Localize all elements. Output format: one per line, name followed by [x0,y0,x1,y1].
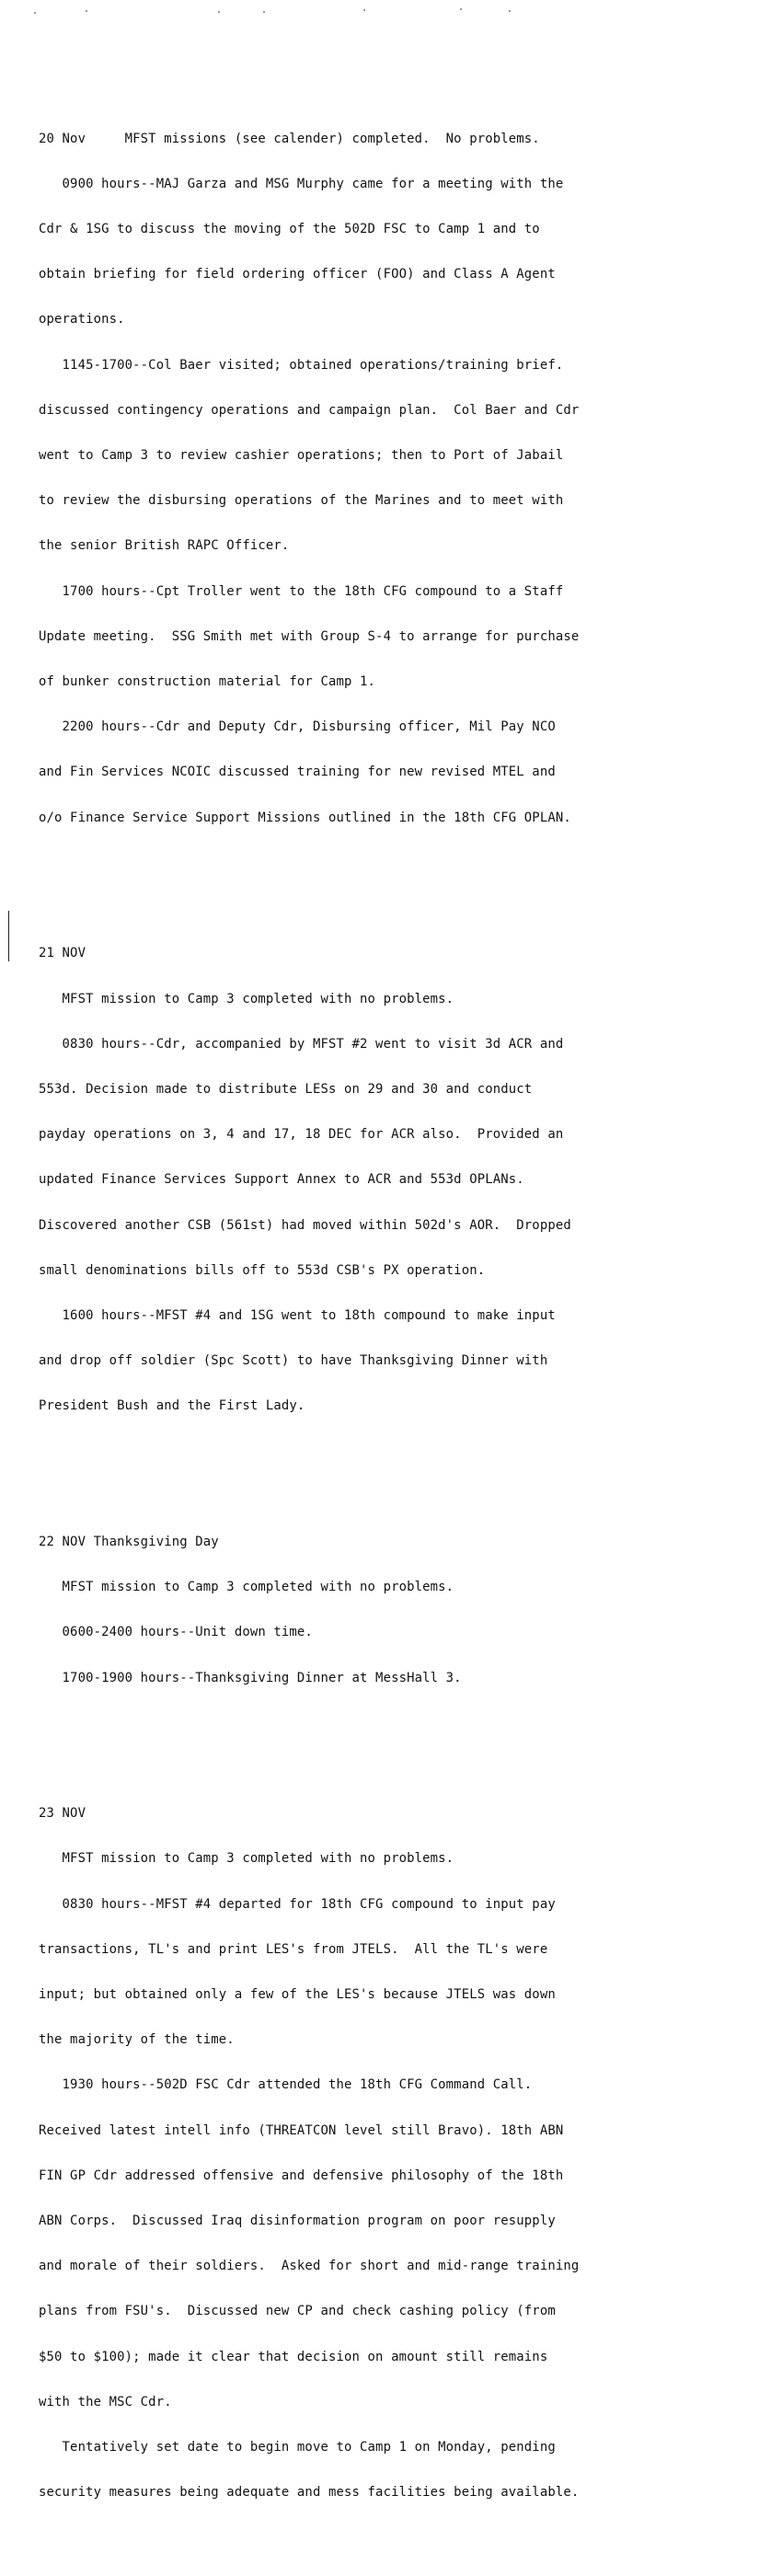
log-entry-20-nov [39,101,683,856]
scan-speck [218,11,220,13]
log-line: 22 NOV Thanksgiving Day [39,1534,219,1549]
log-line: discussed contingency operations and campaign plan. Col Baer and Cdr [39,402,580,418]
log-line: the majority of the time. [39,2032,235,2048]
log-line: Cdr & 1SG to discuss the moving of the 502D FSC to Camp 1 and to [39,222,540,237]
log-line: obtain briefing for field ordering officer (FOO) and Class A Agent [39,267,556,282]
log-line: MFST mission to Camp 3 completed with no problems. [39,991,454,1006]
log-line: 553d. Decision made to distribute LESs on 29 and 30 and conduct [39,1081,533,1097]
log-line: Tentatively set date to begin move to Camp 1 on Monday, pending [39,2440,556,2455]
log-line: Received latest intell info (THREATCON level still Bravo). 18th ABN [39,2122,564,2138]
log-line: President Bush and the First Lady. [39,1398,305,1414]
scan-speck [263,11,265,13]
log-line: Update meeting. SSG Smith met with Group S-4 to arrange for purchase [39,628,580,644]
log-line: 0830 hours--Cdr, accompanied by MFST #2 went to visit 3d ACR and [39,1036,564,1052]
log-line: of bunker construction material for Camp 1. [39,674,376,690]
log-line: transactions, TL's and print LES's from JTELS. All the TL's were [39,1941,548,1957]
log-line: with the MSC Cdr. [39,2394,172,2409]
scan-speck [509,10,511,12]
log-line: FIN GP Cdr addressed offensive and defensive philosophy of the 18th [39,2168,564,2183]
log-line: MFST mission to Camp 3 completed with no problems. [39,1580,454,1595]
log-line: 1700-1900 hours--Thanksgiving Dinner at MessHall 3. [39,1670,462,1685]
log-line: 20 Nov MFST missions (see calender) completed. No problems. [39,131,540,146]
log-entry-22-nov [39,1504,683,1716]
log-line: 2200 hours--Cdr and Deputy Cdr, Disbursing officer, Mil Pay NCO [39,719,556,735]
scan-speck [460,8,462,10]
log-line: small denominations bills off to 553d CSB's PX operation. [39,1262,486,1278]
log-line: and drop off soldier (Spc Scott) to have Thanksgiving Dinner with [39,1353,548,1369]
log-line: 1700 hours--Cpt Troller went to the 18th CFG compound to a Staff [39,583,564,599]
daily-log [39,71,683,2576]
log-entry-21-nov [39,915,683,1443]
log-line: security measures being adequate and mess facilities being available. [39,2485,580,2501]
log-line: and morale of their soldiers. Asked for short and mid-range training [39,2259,580,2274]
margin-rule [8,911,9,961]
log-line: Discovered another CSB (561st) had moved within 502d's AOR. Dropped [39,1217,571,1233]
scan-speck [86,10,87,12]
log-line: 1145-1700--Col Baer visited; obtained operations/training brief. [39,357,564,373]
log-line: went to Camp 3 to review cashier operations; then to Port of Jabail [39,448,564,464]
log-line: 21 NOV [39,946,86,961]
log-line: input; but obtained only a few of the LES's because JTELS was down [39,1987,556,2002]
scan-speck [363,9,365,11]
log-line: 0900 hours--MAJ Garza and MSG Murphy came for a meeting with the [39,176,564,191]
log-line: operations. [39,312,125,328]
log-line: and Fin Services NCOIC discussed training for new revised MTEL and [39,765,556,780]
log-line: 0830 hours--MFST #4 departed for 18th CFG compound to input pay [39,1896,556,1912]
scan-speck [34,12,36,14]
log-line: payday operations on 3, 4 and 17, 18 DEC for ACR also. Provided an [39,1127,564,1143]
log-line: $50 to $100); made it clear that decision on amount still remains [39,2349,548,2364]
log-line: 1930 hours--502D FSC Cdr attended the 18th CFG Command Call. [39,2077,533,2093]
log-line: o/o Finance Service Support Missions outlined in the 18th CFG OPLAN. [39,810,571,825]
log-line: the senior British RAPC Officer. [39,538,290,554]
log-line: to review the disbursing operations of the Marines and to meet with [39,493,564,509]
log-line: plans from FSU's. Discussed new CP and check cashing policy (from [39,2304,556,2319]
log-line: ABN Corps. Discussed Iraq disinformation program on poor resupply [39,2214,556,2229]
log-line: 0600-2400 hours--Unit down time. [39,1625,313,1640]
log-line: MFST mission to Camp 3 completed with no problems. [39,1851,454,1867]
log-entry-23-nov [39,1776,683,2530]
log-line: updated Finance Services Support Annex to ACR and 553d OPLANs. [39,1172,524,1188]
log-line: 1600 hours--MFST #4 and 1SG went to 18th compound to make input [39,1307,556,1323]
log-line: 23 NOV [39,1806,86,1822]
